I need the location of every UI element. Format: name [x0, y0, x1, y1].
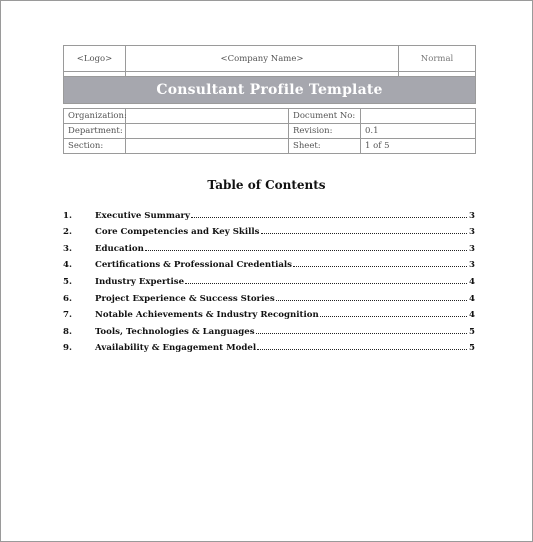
toc-leader	[185, 283, 467, 284]
toc-page: 3	[469, 227, 475, 238]
toc-leader	[257, 349, 467, 350]
toc-page: 4	[469, 293, 475, 304]
toc-leader	[145, 250, 467, 251]
toc-title: Executive Summary	[95, 210, 191, 221]
toc-page: 5	[469, 343, 475, 354]
toc-number: 4.	[63, 260, 72, 271]
revision-value: 0.1	[361, 124, 476, 139]
sheet-label: Sheet:	[289, 139, 361, 154]
company-name: <Company Name>	[126, 46, 399, 72]
document-no-label: Document No:	[289, 109, 361, 124]
toc-entry[interactable]	[63, 270, 475, 287]
department-value	[126, 124, 289, 139]
status-label: Normal	[399, 46, 476, 72]
section-value	[126, 139, 289, 154]
toc-page: 4	[469, 276, 475, 287]
revision-label: Revision:	[289, 124, 361, 139]
organization-value	[126, 109, 289, 124]
toc-number: 7.	[63, 310, 72, 321]
toc-title: Core Competencies and Key Skills	[95, 227, 260, 238]
section-label: Section:	[64, 139, 126, 154]
toc-page: 3	[469, 210, 475, 221]
document-no-value	[361, 109, 476, 124]
toc-page: 3	[469, 243, 475, 254]
logo-placeholder: <Logo>	[64, 46, 126, 72]
toc-title: Industry Expertise	[95, 276, 185, 287]
toc-number: 5.	[63, 276, 72, 287]
department-label: Department:	[64, 124, 126, 139]
toc-leader	[293, 266, 467, 267]
organization-label: Organization:	[64, 109, 126, 124]
toc-number: 2.	[63, 227, 72, 238]
toc-page: 3	[469, 260, 475, 271]
toc-leader	[276, 300, 467, 301]
toc-heading: Table of Contents	[207, 178, 326, 192]
toc-entry[interactable]	[63, 287, 475, 304]
toc-leader	[320, 316, 467, 317]
toc-number: 3.	[63, 243, 72, 254]
toc-entry[interactable]	[63, 337, 475, 354]
toc-entry[interactable]	[63, 237, 475, 254]
header-table	[63, 45, 476, 154]
toc-entry[interactable]	[63, 304, 475, 321]
toc-page: 5	[469, 326, 475, 337]
toc-title: Availability & Engagement Model	[95, 343, 257, 354]
toc-number: 8.	[63, 326, 72, 337]
sheet-value: 1 of 5	[361, 139, 476, 154]
toc-list	[63, 204, 475, 353]
toc-entry[interactable]	[63, 221, 475, 238]
toc-number: 9.	[63, 343, 72, 354]
toc-entry[interactable]	[63, 320, 475, 337]
toc-title: Notable Achievements & Industry Recognition	[95, 310, 319, 321]
toc-number: 6.	[63, 293, 72, 304]
toc-leader	[256, 333, 467, 334]
toc-title: Certifications & Professional Credentials	[95, 260, 293, 271]
toc-leader	[191, 217, 467, 218]
toc-entry[interactable]	[63, 204, 475, 221]
toc-leader	[261, 233, 467, 234]
toc-entry[interactable]	[63, 254, 475, 271]
toc-number: 1.	[63, 210, 72, 221]
toc-page: 4	[469, 310, 475, 321]
toc-title: Education	[95, 243, 144, 254]
toc-title: Project Experience & Success Stories	[95, 293, 275, 304]
toc-title: Tools, Technologies & Languages	[95, 326, 255, 337]
document-title: Consultant Profile Template	[64, 77, 476, 104]
